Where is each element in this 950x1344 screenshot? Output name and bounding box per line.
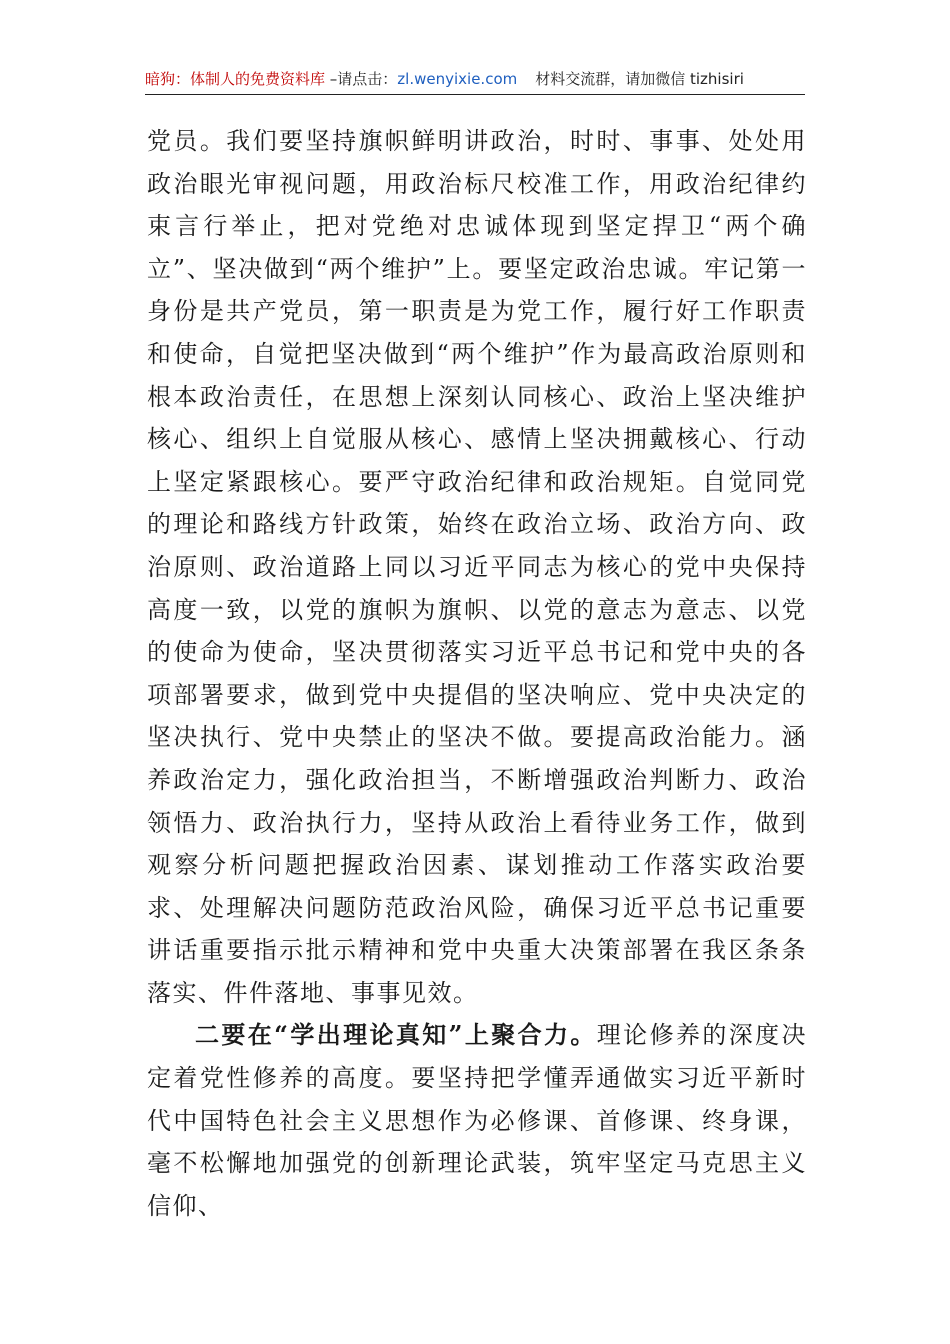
page-header — [145, 66, 805, 95]
header-prompt: –请点击： — [325, 70, 398, 88]
section-heading: 二要在“学出理论真知”上聚合力。 — [195, 1020, 597, 1050]
body-paragraph-2 — [147, 1014, 807, 1227]
body-paragraph-1: 党员。我们要坚持旗帜鲜明讲政治，时时、事事、处处用政治眼光审视问题，用政治标尺校准工作，用政治纪律约束言行举止，把对党绝对忠诚体现到坚定捍卫“两个确立”、坚决做到“两个维护”上。要坚定政治忠诚。牢记第一身份是共产党员，第一职责是为党工作，履行好工作职责和使命，自觉把坚决做到“两个维护”作为最高政治原则和根本政治责任，在思想上深刻认同核心、政治上坚决维护核心、组织上自觉服从核心、感情上坚决拥戴核心、行动上坚定紧跟核心。要严守政治纪律和政治规矩。自觉同党的理论和路线方针政策，始终在政治立场、政治方向、政治原则、政治道路上同以习近平同志为核心的党中央保持高度一致，以党的旗帜为旗帜、以党的意志为意志、以党的使命为使命，坚决贯彻落实习近平总书记和党中央的各项部署要求，做到党中央提倡的坚决响应、党中央决定的坚决执行、党中央禁止的坚决不做。要提高政治能力。涵养政治定力，强化政治担当，不断增强政治判断力、政治领悟力、政治执行力，坚持从政治上看待业务工作，做到观察分析问题把握政治因素、谋划推动工作落实政治要求、处理解决问题防范政治风险，确保习近平总书记重要讲话重要指示批示精神和党中央重大决策部署在我区条条落实、件件落地、事事见效。 — [147, 127, 807, 1007]
header-brand: 暗狗：体制人的免费资料库 — [145, 70, 326, 88]
header-wechat-group: 材料交流群，请加微信 tizhisiri — [535, 70, 744, 88]
body-paragraph-2-text: 理论修养的深度决定着党性修养的高度。要坚持把学懂弄通做实习近平新时代中国特色社会主义思想作为必修课、首修课、终身课，毫不松懈地加强党的创新理论武装，筑牢坚定马克思主义信仰、 — [147, 1021, 808, 1220]
header-url-link[interactable]: zl.wenyixie.com — [397, 70, 518, 88]
document-body — [147, 120, 807, 1227]
